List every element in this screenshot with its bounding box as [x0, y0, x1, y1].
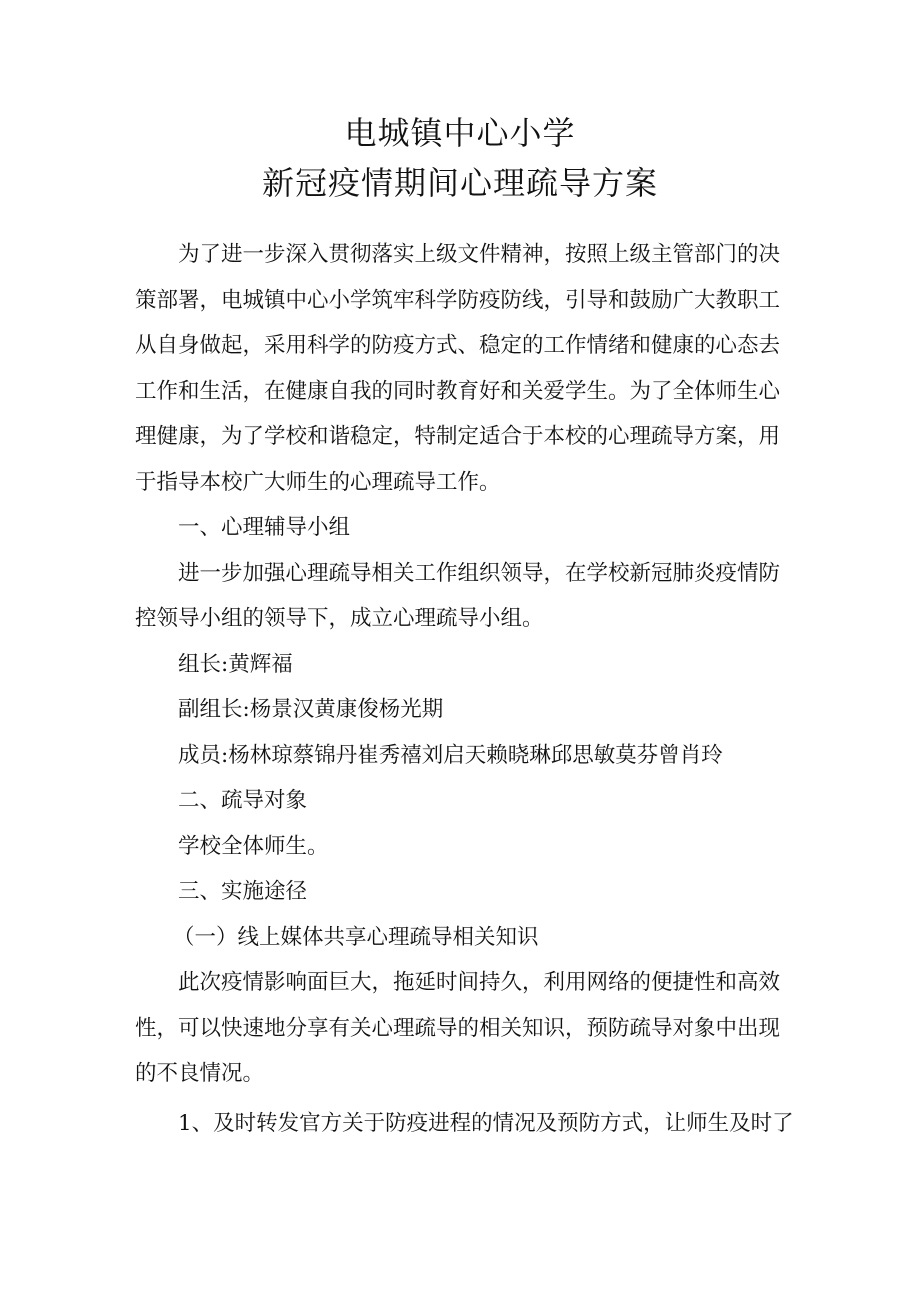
intro-paragraph: [135, 232, 790, 505]
title-school-name: 电城镇中心小学: [344, 114, 576, 152]
group-members: 成员:杨林琼蔡锦丹崔秀禧刘启天赖晓琳邱思敏莫芬曾肖玲: [178, 742, 723, 768]
section1-paragraph: [135, 551, 790, 642]
section-heading-group: 一、心理辅导小组: [178, 515, 351, 540]
title-plan-name: 新冠疫情期间心理疏导方案: [261, 164, 658, 202]
subsection1-line: 此次疫情影响面巨大，拖延时间持久，利用网络的便捷性和高效: [178, 970, 781, 995]
section1-line: 控领导小组的领导下，成立心理疏导小组。: [135, 606, 544, 631]
group-deputy-leaders: 副组长:杨景汉黄康俊杨光期: [178, 697, 444, 722]
intro-line: 于指导本校广大师生的心理疏导工作。: [135, 469, 501, 495]
intro-line: 理健康，为了学校和谐稳定，特制定适合于本校的心理疏导方案，用: [135, 424, 781, 449]
subsection1-line: 性，可以快速地分享有关心理疏导的相关知识，预防疏导对象中出现: [135, 1015, 781, 1041]
intro-line: 策部署，电城镇中心小学筑牢科学防疫防线，引导和鼓励广大教职工: [135, 287, 781, 313]
section2-text: 学校全体师生。: [178, 833, 329, 859]
intro-line: 从自身做起，采用科学的防疫方式、稳定的工作情绪和健康的心态去: [135, 333, 781, 358]
group-leader: 组长:黄辉福: [178, 651, 293, 677]
subsection-heading-online: （一）线上媒体共享心理疏导相关知识: [173, 924, 539, 950]
item-1-text: 1、及时转发官方关于防疫进程的情况及预防方式，让师生及时了: [178, 1110, 794, 1136]
subsection1-paragraph: [135, 960, 790, 1097]
intro-line: 为了进一步深入贯彻落实上级文件精神，按照上级主管部门的决: [178, 242, 781, 267]
subsection1-line: 的不良情况。: [135, 1061, 265, 1086]
section1-line: 进一步加强心理疏导相关工作组织领导，在学校新冠肺炎疫情防: [178, 560, 781, 586]
document-body: [135, 232, 794, 1146]
intro-line: 工作和生活，在健康自我的同时教育好和关爱学生。为了全体师生心: [135, 378, 781, 404]
section-heading-approach: 三、实施途径: [178, 879, 308, 904]
section-heading-target: 二、疏导对象: [178, 788, 308, 813]
document-title: [0, 108, 920, 208]
